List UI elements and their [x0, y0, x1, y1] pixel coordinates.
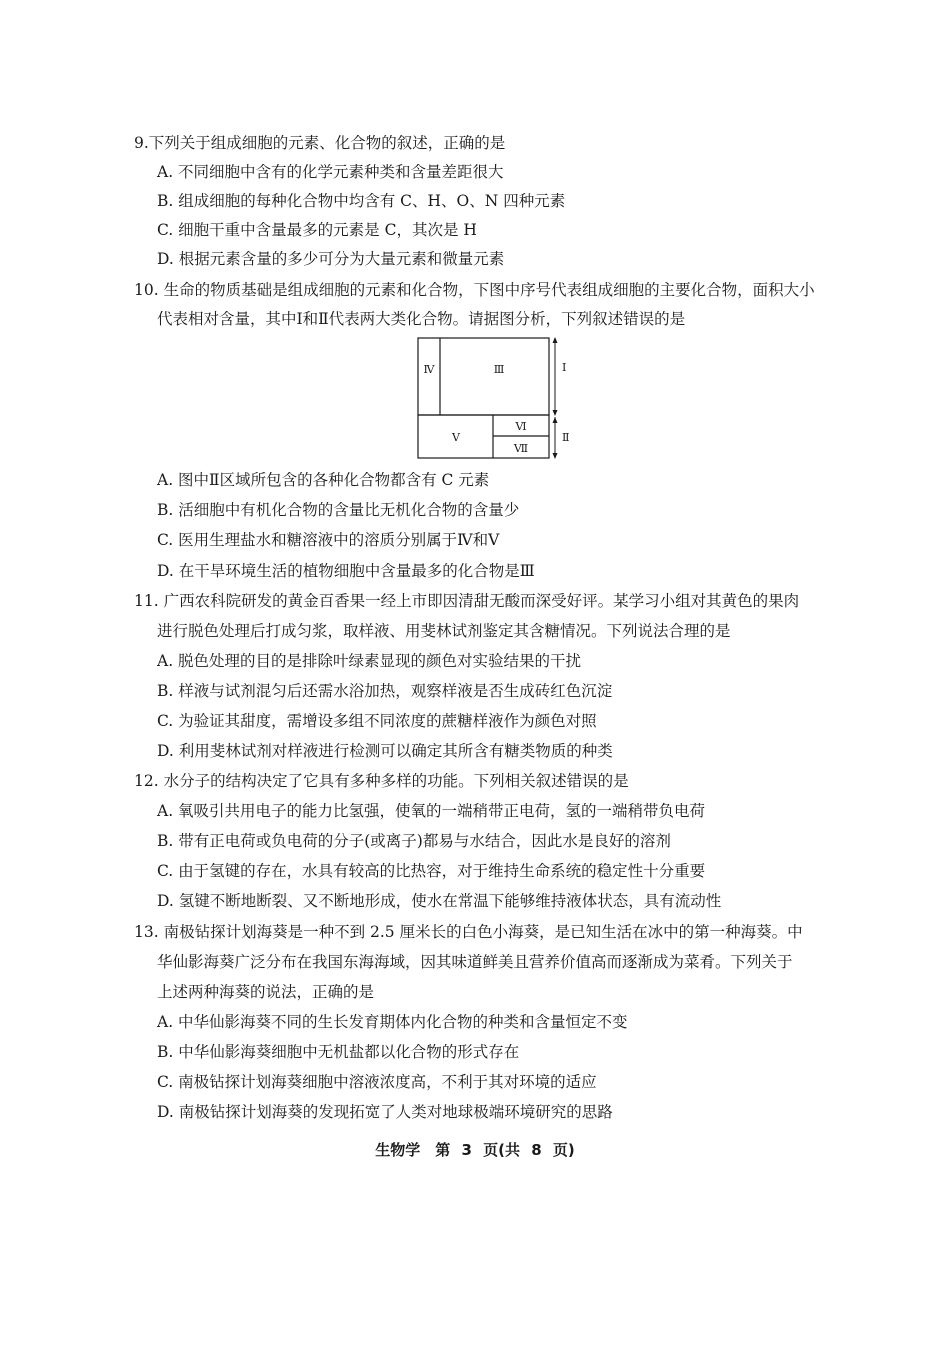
q11-option-a: A. 脱色处理的目的是排除叶绿素显现的颜色对实验结果的干扰 — [157, 652, 582, 670]
q11-stem-line2: 进行脱色处理后打成匀浆，取样液、用斐林试剂鉴定其含糖情况。下列说法合理的是 — [157, 622, 731, 640]
q10-option-d: D. 在干旱环境生活的植物细胞中含量最多的化合物是Ⅲ — [157, 562, 535, 580]
label-ii: Ⅱ — [562, 431, 570, 444]
q10-stem-line2: 代表相对含量，其中Ⅰ和Ⅱ代表两大类化合物。请据图分析，下列叙述错误的是 — [157, 310, 686, 328]
q13-option-a: A. 中华仙影海葵不同的生长发育期体内化合物的种类和含量恒定不变 — [157, 1013, 628, 1031]
q11-option-b: B. 样液与试剂混匀后还需水浴加热，观察样液是否生成砖红色沉淀 — [157, 682, 613, 700]
label-v: Ⅴ — [452, 431, 460, 444]
q9-option-a: A. 不同细胞中含有的化学元素种类和含量差距很大 — [157, 163, 504, 181]
q9-option-b: B. 组成细胞的每种化合物中均含有 C、H、O、N 四种元素 — [157, 192, 566, 210]
q11-option-d: D. 利用斐林试剂对样液进行检测可以确定其所含有糖类物质的种类 — [157, 742, 613, 760]
q13-option-b: B. 中华仙影海葵细胞中无机盐都以化合物的形式存在 — [157, 1043, 520, 1061]
label-vi: Ⅵ — [515, 420, 527, 433]
q9-option-c: C. 细胞干重中含量最多的元素是 C，其次是 H — [157, 221, 477, 239]
q13-stem-line1: 13. 南极钻探计划海葵是一种不到 2.5 厘米长的白色小海葵，是已知生活在冰中的第一种海葵。中 — [134, 923, 803, 941]
q10-option-a: A. 图中Ⅱ区域所包含的各种化合物都含有 C 元素 — [157, 471, 490, 489]
label-iii: Ⅲ — [493, 363, 505, 376]
label-vii: Ⅶ — [513, 442, 529, 455]
q13-stem-line3: 上述两种海葵的说法，正确的是 — [157, 983, 375, 1001]
q10-stem-line1: 10. 生命的物质基础是组成细胞的元素和化合物，下图中序号代表组成细胞的主要化合物，面积大小 — [134, 281, 815, 299]
q13-stem-line2: 华仙影海葵广泛分布在我国东海海域，因其味道鲜美且营养价值高而逐渐成为菜肴。下列关于 — [157, 953, 793, 971]
q9-stem: 9.下列关于组成细胞的元素、化合物的叙述，正确的是 — [134, 134, 506, 152]
q11-stem-line1: 11. 广西农科院研发的黄金百香果一经上市即因清甜无酸而深受好评。某学习小组对其黄色的果肉 — [134, 592, 800, 610]
q11-option-c: C. 为验证其甜度，需增设多组不同浓度的蔗糖样液作为颜色对照 — [157, 712, 597, 730]
q10-compound-diagram — [410, 333, 585, 463]
q13-option-d: D. 南极钻探计划海葵的发现拓宽了人类对地球极端环境研究的思路 — [157, 1103, 613, 1121]
q12-option-d: D. 氢键不断地断裂、又不断地形成，使水在常温下能够维持液体状态，具有流动性 — [157, 892, 722, 910]
q12-option-b: B. 带有正电荷或负电荷的分子(或离子)都易与水结合，因此水是良好的溶剂 — [157, 832, 671, 850]
label-i: Ⅰ — [562, 361, 567, 374]
q12-stem: 12. 水分子的结构决定了它具有多种多样的功能。下列相关叙述错误的是 — [134, 772, 629, 790]
q13-option-c: C. 南极钻探计划海葵细胞中溶液浓度高，不利于其对环境的适应 — [157, 1073, 597, 1091]
q10-option-b: B. 活细胞中有机化合物的含量比无机化合物的含量少 — [157, 501, 520, 519]
q10-option-c: C. 医用生理盐水和糖溶液中的溶质分别属于Ⅳ和Ⅴ — [157, 531, 500, 549]
q12-option-a: A. 氧吸引共用电子的能力比氢强，使氧的一端稍带正电荷，氢的一端稍带负电荷 — [157, 802, 706, 820]
page-footer: 生物学 第 3 页(共 8 页) — [375, 1141, 575, 1159]
q12-option-c: C. 由于氢键的存在，水具有较高的比热容，对于维持生命系统的稳定性十分重要 — [157, 862, 706, 880]
q9-option-d: D. 根据元素含量的多少可分为大量元素和微量元素 — [157, 250, 505, 268]
label-iv: Ⅳ — [423, 363, 435, 376]
